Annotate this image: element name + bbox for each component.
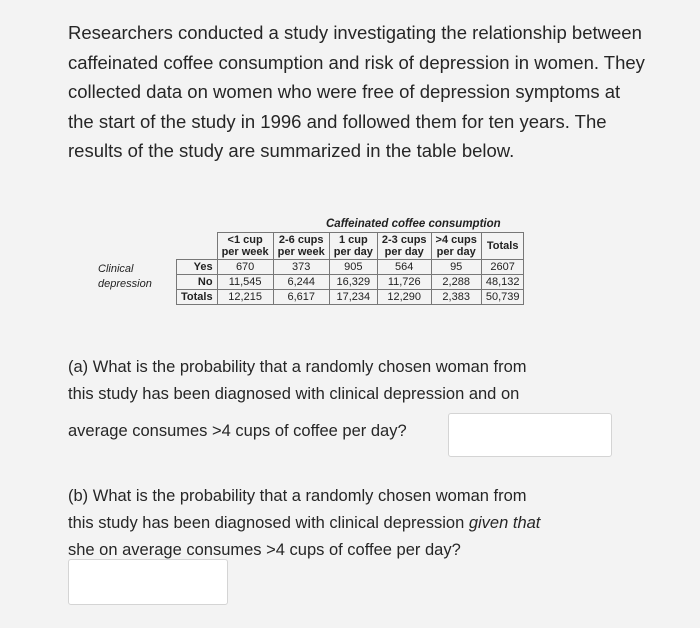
table-cell: 11,726 bbox=[377, 275, 431, 290]
side-label-line-1: Clinical bbox=[98, 263, 134, 275]
table-row bbox=[177, 275, 524, 290]
col-header-1-day: 1 cup per day bbox=[329, 233, 377, 260]
table-cell-total: 2607 bbox=[481, 260, 524, 275]
table-cell: 670 bbox=[217, 260, 273, 275]
row-label-no: No bbox=[177, 275, 218, 290]
row-label-totals: Totals bbox=[177, 290, 218, 305]
col-header-2-6-week: 2-6 cups per week bbox=[273, 233, 329, 260]
question-a-line-1: (a) What is the probability that a randomly chosen woman from bbox=[68, 358, 527, 376]
table-cell: 95 bbox=[431, 260, 481, 275]
contingency-table bbox=[176, 232, 524, 305]
table-cell: 373 bbox=[273, 260, 329, 275]
table-cell-total: 48,132 bbox=[481, 275, 524, 290]
intro-paragraph: Researchers conducted a study investigating the relationship between caffeinated coffee consumption and risk of depression in women. They collected data on women who were free of depression symptoms at the start of the study in 1996 and followed them for ten years. The results of the study are summarized in the table below. bbox=[68, 22, 645, 161]
table-cell: 905 bbox=[329, 260, 377, 275]
table-cell: 2,288 bbox=[431, 275, 481, 290]
table-row bbox=[177, 260, 524, 275]
col-header-totals: Totals bbox=[481, 233, 524, 260]
table-cell: 6,617 bbox=[273, 290, 329, 305]
table-cell: 11,545 bbox=[217, 275, 273, 290]
question-b bbox=[68, 483, 628, 564]
table-group-header: Caffeinated coffee consumption bbox=[326, 218, 501, 230]
side-label-line-2: depression bbox=[98, 278, 152, 290]
question-b-emphasis: given that bbox=[468, 514, 541, 532]
question-a-line-3: average consumes >4 cups of coffee per day? bbox=[68, 422, 407, 440]
question-a-line-2: this study has been diagnosed with clinical depression and on bbox=[68, 385, 520, 403]
question-b-line-1: (b) What is the probability that a randomly chosen woman from bbox=[68, 487, 527, 505]
question-b-line-3: she on average consumes >4 cups of coffee per day? bbox=[68, 541, 461, 559]
col-header-lt1-week: <1 cup per week bbox=[217, 233, 273, 260]
clinical-depression-label bbox=[98, 262, 152, 292]
table-row bbox=[177, 290, 524, 305]
table-header-row bbox=[177, 233, 524, 260]
table-cell: 17,234 bbox=[329, 290, 377, 305]
table-cell: 6,244 bbox=[273, 275, 329, 290]
answer-a-input[interactable] bbox=[448, 413, 612, 457]
row-label-yes: Yes bbox=[177, 260, 218, 275]
table-cell-total: 50,739 bbox=[481, 290, 524, 305]
corner-cell bbox=[177, 233, 218, 260]
question-b-line-2-text: this study has been diagnosed with clinical depression bbox=[68, 514, 469, 532]
question-b-line-2 bbox=[68, 510, 628, 537]
table-cell: 2,383 bbox=[431, 290, 481, 305]
table-cell: 564 bbox=[377, 260, 431, 275]
col-header-gt4-day: >4 cups per day bbox=[431, 233, 481, 260]
table-cell: 16,329 bbox=[329, 275, 377, 290]
table-cell: 12,215 bbox=[217, 290, 273, 305]
answer-b-input[interactable] bbox=[68, 559, 228, 605]
table-cell: 12,290 bbox=[377, 290, 431, 305]
col-header-2-3-day: 2-3 cups per day bbox=[377, 233, 431, 260]
